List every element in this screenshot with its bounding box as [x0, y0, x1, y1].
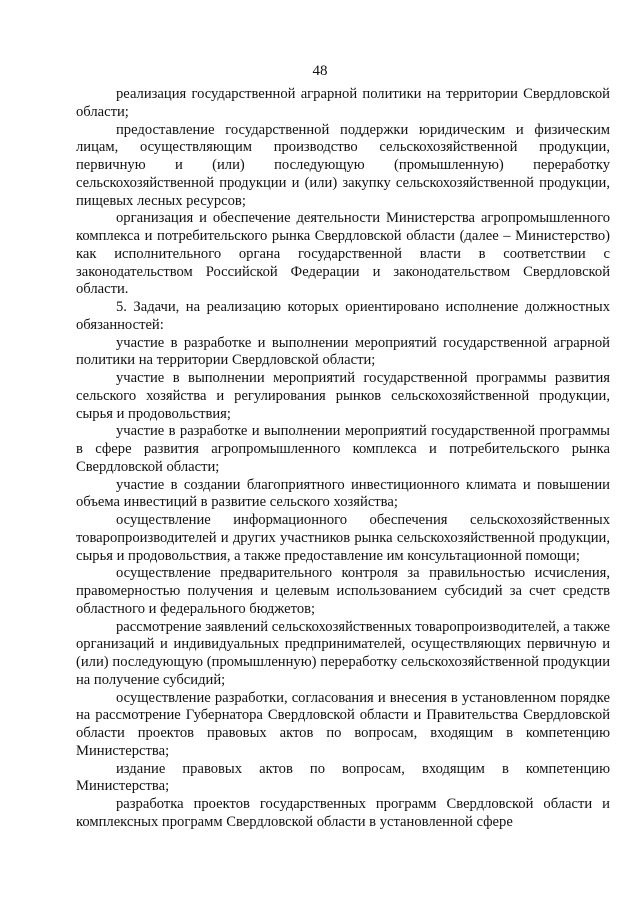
paragraph: организация и обеспечение деятельности Министерства агропромышленного комплекса и потребительского рынка Свердловской области (далее – Министерство) как исполнительного органа государственной власти в соответствии с законодательством Российской Федерации и законодательством Свердловской области. — [76, 210, 610, 298]
paragraph: рассмотрение заявлений сельскохозяйственных товаропроизводителей, а также организаций и индивидуальных предпринимателей, осуществляющих первичную и (или) последующую (промышленную) переработку сельскохозяйственной продукции на получение субсидий; — [76, 618, 610, 688]
paragraph: осуществление предварительного контроля за правильностью исчисления, правомерностью получения и целевым использованием субсидий за счет средств областного и федерального бюджетов; — [76, 565, 610, 617]
paragraph: издание правовых актов по вопросам, входящим в компетенцию Министерства; — [76, 760, 610, 795]
paragraph: реализация государственной аграрной политики на территории Свердловской области; — [76, 86, 610, 120]
paragraph: участие в разработке и выполнении мероприятий государственной аграрной политики на территории Свердловской области; — [76, 334, 610, 369]
section-heading-paragraph: 5. Задачи, на реализацию которых ориентировано исполнение должностных обязанностей: — [76, 299, 610, 333]
page-number: 48 — [312, 63, 328, 79]
paragraph: участие в разработке и выполнении мероприятий государственной программы в сфере развития агропромышленного комплекса и потребительского рынка Свердловской области; — [76, 423, 610, 475]
paragraph: предоставление государственной поддержки юридическим и физическим лицам, осуществляющим производство сельскохозяйственной продукции, первичную и (или) последующую (промышленную) переработку сельскохозяйственной продукции и (или) закупку сельскохозяйственной продукции, пищевых лесных ресурсов; — [76, 121, 610, 209]
paragraph: осуществление информационного обеспечения сельскохозяйственных товаропроизводителей и других участников рынка сельскохозяйственной продукции, сырья и продовольствия, а также предоставление им консультационной помощи; — [76, 512, 610, 564]
document-body — [76, 86, 610, 832]
paragraph: осуществление разработки, согласования и внесения в установленном порядке на рассмотрение Губернатора Свердловской области и Правительства Свердловской области проектов правовых актов по вопросам, входящим в компетенцию Министерства; — [76, 689, 610, 759]
paragraph: участие в создании благоприятного инвестиционного климата и повышении объема инвестиций в развитие сельского хозяйства; — [76, 476, 610, 511]
paragraph: участие в выполнении мероприятий государственной программы развития сельского хозяйства и регулирования рынков сельскохозяйственной продукции, сырья и продовольствия; — [76, 370, 610, 422]
paragraph: разработка проектов государственных программ Свердловской области и комплексных программ Свердловской области в установленной сфере — [76, 796, 610, 830]
